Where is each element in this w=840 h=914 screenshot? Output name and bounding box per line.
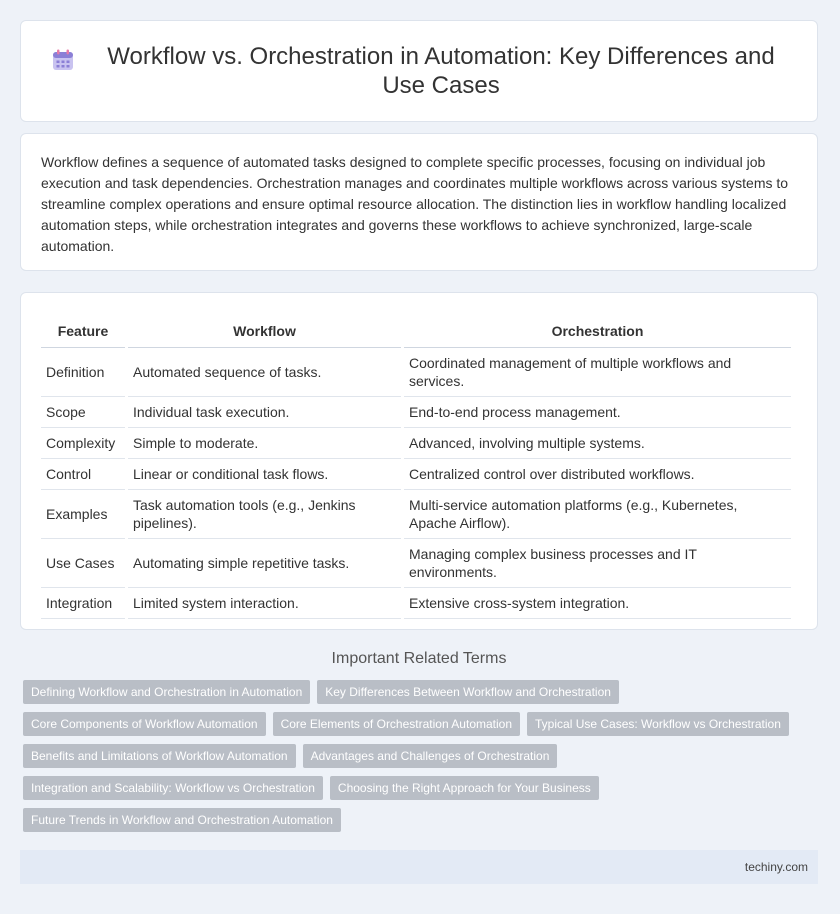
orchestration-cell: Managing complex business processes and IT environments. [404,539,791,588]
calendar-icon [51,48,75,72]
header-orchestration: Orchestration [404,309,791,348]
footer [20,850,818,884]
related-term-tag[interactable]: Benefits and Limitations of Workflow Automation [23,744,296,768]
table-row [41,397,791,428]
workflow-cell: Linear or conditional task flows. [128,459,401,490]
feature-cell: Use Cases [41,539,125,588]
intro-paragraph: Workflow defines a sequence of automated tasks designed to complete specific processes, focusing on individual job execution and task dependencies. Orchestration manages and coordinates multiple workflows across various systems to streamline complex operations and ensure optimal resource allocation. The distinction lies in workflow handling localized automation steps, while orchestration integrates and governs these workflows to achieve synchronized, large-scale automation. [41,154,789,254]
related-term-tag[interactable]: Core Components of Workflow Automation [23,712,266,736]
related-term-tag[interactable]: Future Trends in Workflow and Orchestration Automation [23,808,341,832]
footer-site-name[interactable]: techiny.com [744,860,808,874]
table-row [41,588,791,619]
related-term-tag[interactable]: Defining Workflow and Orchestration in Automation [23,680,310,704]
header-card [20,20,818,122]
orchestration-cell: Extensive cross-system integration. [404,588,791,619]
related-term-tag[interactable]: Key Differences Between Workflow and Orchestration [317,680,619,704]
table-row [41,539,791,588]
table-row [41,348,791,397]
feature-cell: Definition [41,348,125,397]
workflow-cell: Limited system interaction. [128,588,401,619]
related-term-tag[interactable]: Integration and Scalability: Workflow vs Orchestration [23,776,323,800]
orchestration-cell: Centralized control over distributed workflows. [404,459,791,490]
related-term-tag[interactable]: Typical Use Cases: Workflow vs Orchestration [527,712,789,736]
related-term-tag[interactable]: Advantages and Challenges of Orchestration [303,744,558,768]
orchestration-cell: Advanced, involving multiple systems. [404,428,791,459]
workflow-cell: Simple to moderate. [128,428,401,459]
table-row [41,428,791,459]
workflow-cell: Individual task execution. [128,397,401,428]
workflow-cell: Automated sequence of tasks. [128,348,401,397]
feature-cell: Examples [41,490,125,539]
table-header-row [41,309,791,348]
intro-card [20,133,818,271]
page-title: Workflow vs. Orchestration in Automation: Key Differences and Use Cases [107,43,775,99]
related-term-tag[interactable]: Choosing the Right Approach for Your Business [330,776,599,800]
feature-cell: Complexity [41,428,125,459]
workflow-cell: Task automation tools (e.g., Jenkins pipelines). [128,490,401,539]
orchestration-cell: Coordinated management of multiple workflows and services. [404,348,791,397]
orchestration-cell: Multi-service automation platforms (e.g., Kubernetes, Apache Airflow). [404,490,791,539]
table-row [41,490,791,539]
feature-cell: Scope [41,397,125,428]
feature-cell: Integration [41,588,125,619]
related-terms-tags [20,680,818,832]
related-term-tag[interactable]: Core Elements of Orchestration Automation [273,712,520,736]
related-terms-title: Important Related Terms [331,650,507,667]
header-workflow: Workflow [128,309,401,348]
feature-cell: Control [41,459,125,490]
table-row [41,459,791,490]
related-terms-section [20,650,818,832]
comparison-table [38,309,794,619]
comparison-table-card [20,292,818,630]
workflow-cell: Automating simple repetitive tasks. [128,539,401,588]
header-feature: Feature [41,309,125,348]
orchestration-cell: End-to-end process management. [404,397,791,428]
